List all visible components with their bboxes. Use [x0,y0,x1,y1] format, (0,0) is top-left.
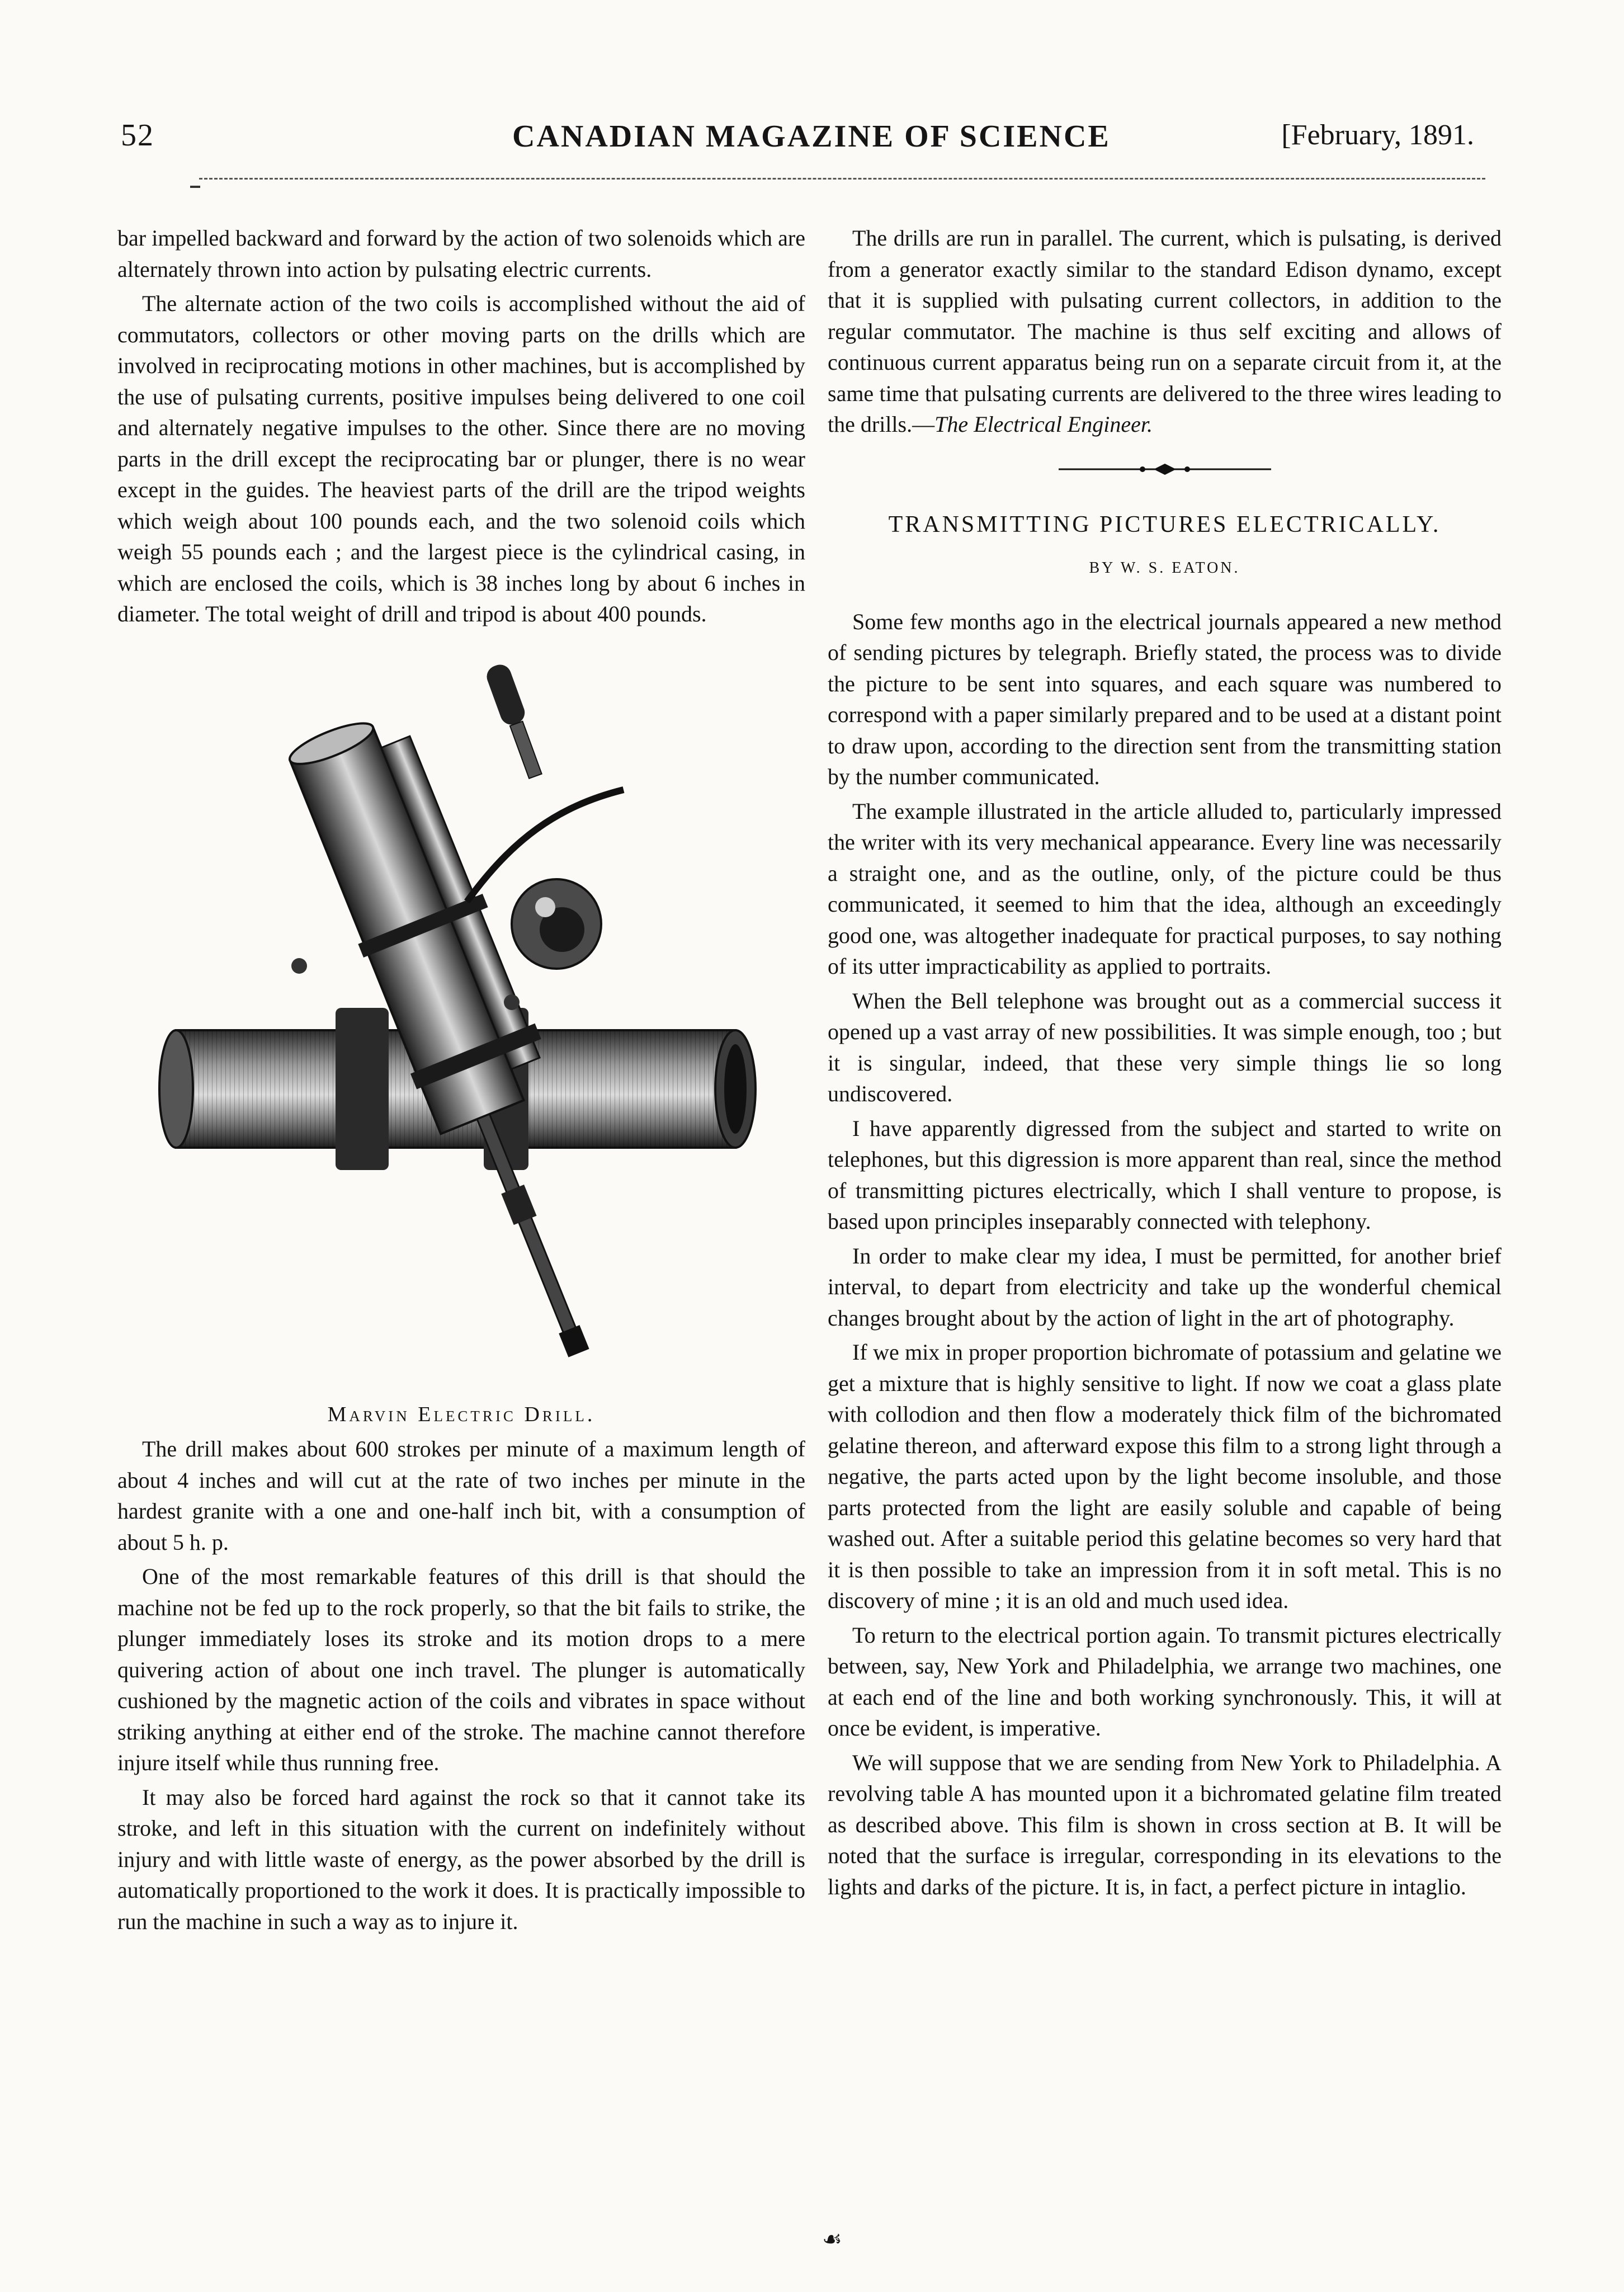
header-rule [199,178,1485,180]
left-column [117,223,805,1937]
electric-drill-icon [154,661,769,1399]
right-paragraph-5: In order to make clear my idea, I must be permitted, for another brief interval, to depart from electricity and take up the wonderful chemical changes brought about by the action of light in the art of photography. [828,1243,1502,1331]
right-paragraph-8: We will suppose that we are sending from New York to Philadelphia. A revolving table A has mounted upon it a bichromated gelatine film treated as described above. This film is shown in cross section at B. It will be noted that the surface is irregular, corresponding in its elevations to the lights and darks of the picture. It is, in fact, a perfect picture in intaglio. [828,1749,1502,1899]
right-paragraph-7: To return to the electrical portion again. To transmit pictures electrically between, say, New York and Philadelphia, we arrange two machines, one at each end of the line and both working synchronously. This, it will at once be evident, is imperative. [828,1622,1502,1741]
right-intro-paragraph [828,223,1502,440]
ornament-divider-icon [1059,463,1271,476]
left-paragraph-1: bar impelled backward and forward by the action of two solenoids which are alternately thrown into action by pulsating electric currents. [117,225,805,282]
right-paragraph-4: I have apparently digressed from the subject and started to write on telephones, but this digression is more apparent than real, since the method of transmitting pictures electrically, which I shall venture to propose, is based upon principles inseparably connected with telephony. [828,1115,1502,1234]
magazine-title: CANADIAN MAGAZINE OF SCIENCE [512,119,1111,154]
right-intro-text: The drills are run in parallel. The current, which is pulsating, is derived from a generator exactly similar to the standard Edison dynamo, except that it is supplied with pulsating current collectors, in addition to the regular commutator. The machine is thus self exciting and allows of continuous current apparatus being run on a separate circuit from it, at the same time that pulsating currents are delivered to the three wires leading to the drills.— [828,225,1502,437]
footer-mark: ☙ [822,2227,842,2252]
right-paragraph-2: The example illustrated in the article alluded to, particularly impressed the writer with its very mechanical appearance. Every line was necessarily a straight one, and as the outline, only, of the picture could be thus communicated, it seemed to him that the idea, although an exceedingly good one, was altogether inadequate for practical purposes, to say nothing of its utter impracticability as applied to portraits. [828,798,1502,979]
left-paragraph-2: The alternate action of the two coils is accomplished without the aid of commutators, collectors or other moving parts on the drills which are involved in reciprocating motions in other machines, but is accomplished by the use of pulsating currents, positive impulses being delivered to one coil and alternately negative impulses to the other. Since there are no moving parts in the drill except the reciprocating bar or plunger, there is no wear except in the guides. The heaviest parts of the drill are the tripod weights which weigh about 100 pounds each, and the two solenoid coils which weigh 55 pounds each ; and the largest piece is the cylindrical casing, in which are enclosed the coils, which is 38 inches long by about 6 inches in diameter. The total weight of drill and tripod is about 400 pounds. [117,291,805,626]
right-paragraph-1: Some few months ago in the electrical journals appeared a new method of sending pictures by telegraph. Briefly stated, the process was to divide the picture to be sent into squares, and each square was numbered to correspond with a paper similarly prepared and to be used at a distant point to draw upon, according to the direction sent from the transmitting station by the number communicated. [828,609,1502,789]
left-paragraph-3: The drill makes about 600 strokes per minute of a maximum length of about 4 inches and will cut at the rate of two inches per minute in the hardest granite with a one and one-half inch bit, with a consumption of about 5 h. p. [117,1436,805,1555]
article-byline: BY W. S. EATON. [1089,559,1240,577]
right-column [828,223,1502,1902]
page-number: 52 [121,118,154,153]
header-tick [190,186,200,188]
left-paragraph-4: One of the most remarkable features of this drill is that should the machine not be fed up to the rock properly, so that the bit fails to strike, the plunger immediately loses its stroke and its motion drops to a mere quivering action of about one inch travel. The plunger is automatically cushioned by the magnetic action of the coils and vibrates in space without striking anything at either end of the stroke. The machine cannot therefore injure itself while thus running free. [117,1564,805,1775]
drill-illustration [117,661,805,1399]
article-title: TRANSMITTING PICTURES ELECTRICALLY. [888,511,1441,537]
page-header [121,112,1474,168]
source-citation: The Electrical Engineer. [934,412,1153,437]
right-paragraph-6: If we mix in proper proportion bichromate of potassium and gelatine we get a mixture that is highly sensitive to light. If now we coat a glass plate with collodion and then flow a moderately thick film of the bichromated gelatine thereon, and afterward expose this film to a strong light through a negative, the parts acted upon by the light become insoluble, and those parts protected from the light are easily soluble and capable of being washed out. After a suitable period this gelatine becomes so very hard that it is then possible to take an impression from it in soft metal. This is no discovery of mine ; it is an old and much used idea. [828,1340,1502,1613]
left-paragraph-5: It may also be forced hard against the rock so that it cannot take its stroke, and left in this situation with the current on indefinitely without injury and with little waste of energy, as the power absorbed by the drill is automatically proportioned to the work it does. It is practically impossible to run the machine in such a way as to injure it. [117,1784,805,1934]
issue-date: [February, 1891. [1281,119,1474,151]
figure-caption: Marvin Electric Drill. [327,1402,596,1426]
section-divider [828,463,1502,476]
right-paragraph-3: When the Bell telephone was brought out as a commercial success it opened up a vast array of new possibilities. It was simple enough, too ; but it is singular, indeed, that these very simple things lie so long undiscovered. [828,988,1502,1106]
